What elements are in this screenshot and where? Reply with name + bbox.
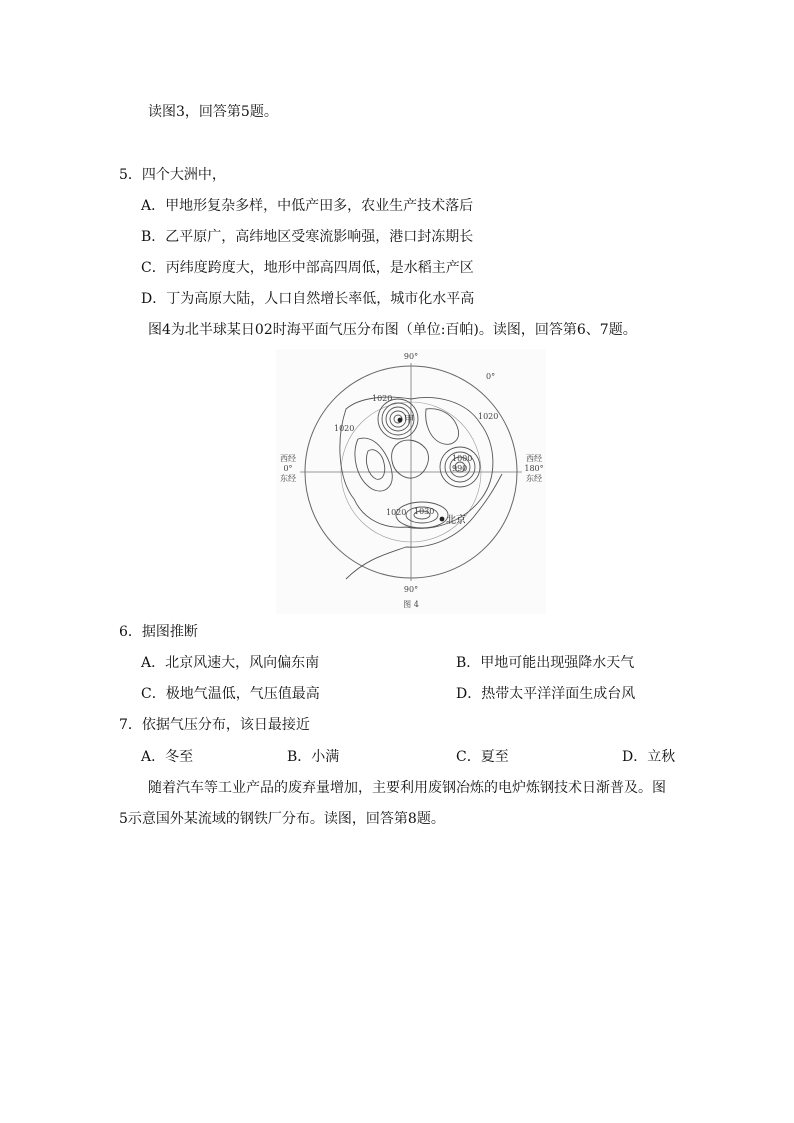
isobar-label-6: 1030 [414,507,435,516]
q7-option-b: B．小满 [287,749,340,765]
q5-stem: 5．四个大洲中， [119,167,226,183]
isobar-label-2: 1000 [452,454,473,463]
q5-option-a: A．甲地形复杂多样，中低产田多，农业生产技术落后 [141,198,474,214]
intro-q6-7: 图4为北半球某日02时海平面气压分布图（单位:百帕)。读图，回答第6、7题。 [148,322,637,338]
q7-stem: 7．依据气压分布，该日最接近 [119,717,310,733]
q5-option-b: B．乙平原广，高纬地区受寒流影响强，港口封冻期长 [141,229,474,245]
q7-option-a: A．冬至 [141,749,194,765]
q6-option-c: C．极地气温低，气压值最高 [141,686,320,702]
label-right-line3: 东经 [526,474,542,483]
beijing-point [440,517,445,522]
q6-option-b: B．甲地可能出现强降水天气 [456,655,635,671]
q6-option-d: D．热带太平洋洋面生成台风 [456,686,636,702]
label-right-line1: 西经 [526,454,542,463]
isobar-label-3: 990 [452,464,468,473]
label-left-line2: 0° [283,464,293,473]
intro-q8-line1: 随着汽车等工业产品的废弃量增加，主要利用废钢冶炼的电炉炼钢技术日渐普及。图 [148,780,666,796]
label-left-line1: 西经 [280,454,296,463]
label-beijing: 北京 [446,515,466,526]
q7-option-d: D．立秋 [622,749,676,765]
label-left-line3: 东经 [280,474,296,483]
figure-4-pressure-map [276,349,546,614]
intro-q5: 读图3，回答第5题。 [148,104,278,120]
isobar-label-4: 1020 [478,412,499,421]
label-bottom-90: 90° [403,585,419,594]
q6-option-a: A．北京风速大，风向偏东南 [141,655,320,671]
q5-option-d: D．丁为高原大陆，人口自然增长率低，城市化水平高 [141,291,475,307]
isobar-label-1: 1020 [372,394,393,403]
label-top-90: 90° [403,352,419,361]
intro-q8-line2: 5示意国外某流域的钢铁厂分布。读图，回答第8题。 [119,811,445,827]
q7-option-c: C．夏至 [456,749,509,765]
q5-option-c: C．丙纬度跨度大，地形中部高四周低，是水稻主产区 [141,260,474,276]
q6-stem: 6．据图推断 [119,624,198,640]
label-zero: 0° [486,372,496,381]
label-jia: 甲 [404,415,414,426]
jia-point [398,418,403,423]
isobar-label-7: 1020 [386,508,407,517]
label-right-line2: 180° [524,464,544,473]
figure-caption: 图 4 [403,600,419,609]
isobar-label-5: 1020 [334,424,355,433]
pressure-map-svg [276,349,546,614]
